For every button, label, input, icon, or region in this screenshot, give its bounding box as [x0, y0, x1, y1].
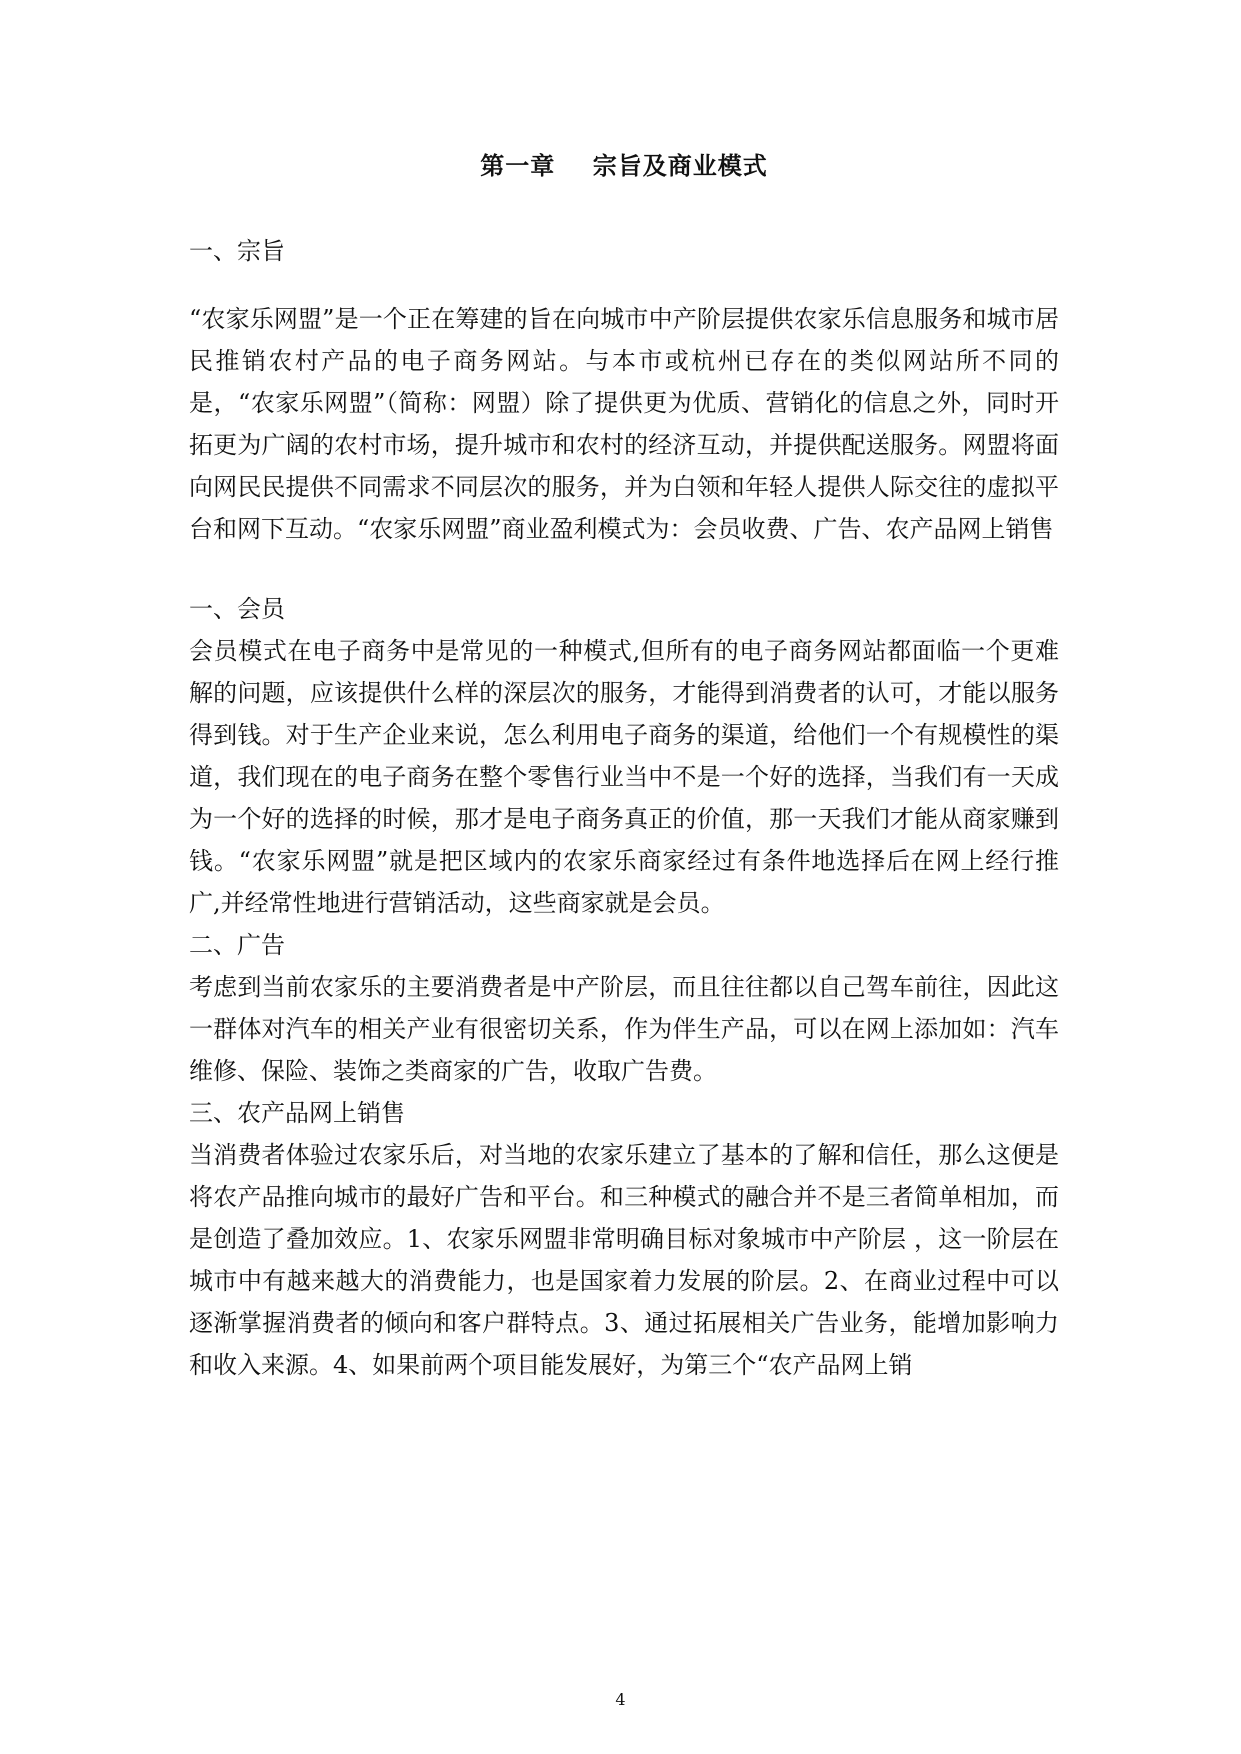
section-heading-advertising: 二、广告 — [189, 931, 285, 959]
page-number: 4 — [615, 1690, 626, 1709]
membership-paragraph: 会员模式在电子商务中是常见的一种模式,但所有的电子商务网站都面临一个更难解的问题，应该提供什么样的深层次的服务，才能得到消费者的认可，才能以服务得到钱。对于生产企业来说，怎么利用电子商务的渠道，给他们一个有规模性的渠道，我们现在的电子商务在整个零售行业当中不是一个好的选择，当我们有一天成为一个好的选择的时候，那才是电子商务真正的价值，那一天我们才能从商家赚到钱。“农家乐网盟”就是把区域内的农家乐商家经过有条件地选择后在网上经行推广,并经常性地进行营销活动，这些商家就是会员。 — [189, 637, 1059, 917]
section-heading-purpose: 一、宗旨 — [189, 237, 285, 265]
online-sales-paragraph: 当消费者体验过农家乐后，对当地的农家乐建立了基本的了解和信任，那么这便是将农产品推向城市的最好广告和平台。和三种模式的融合并不是三者简单相加，而是创造了叠加效应。1、农家乐网盟非常明确目标对象城市中产阶层 ，这一阶层在城市中有越来越大的消费能力，也是国家着力发展的阶层。2、在商业过程中可以逐渐掌握消费者的倾向和客户群特点。3、通过拓展相关广告业务，能增加影响力和收入来源。4、如果前两个项目能发展好，为第三个“农产品网上销 — [189, 1141, 1059, 1379]
chapter-title: 第一章 宗旨及商业模式 — [480, 151, 768, 180]
document-body — [189, 150, 1059, 1386]
advertising-paragraph: 考虑到当前农家乐的主要消费者是中产阶层，而且往往都以自己驾车前往，因此这一群体对汽车的相关产业有很密切关系，作为伴生产品，可以在网上添加如：汽车维修、保险、装饰之类商家的广告，收取广告费。 — [189, 973, 1059, 1085]
section-heading-membership: 一、会员 — [189, 595, 285, 623]
section-heading-online-sales: 三、农产品网上销售 — [189, 1099, 405, 1127]
intro-paragraph: “农家乐网盟”是一个正在筹建的旨在向城市中产阶层提供农家乐信息服务和城市居民推销农村产品的电子商务网站。与本市或杭州已存在的类似网站所不同的是，“农家乐网盟”（简称：网盟）除了提供更为优质、营销化的信息之外，同时开拓更为广阔的农村市场，提升城市和农村的经济互动，并提供配送服务。网盟将面向网民民提供不同需求不同层次的服务，并为白领和年轻人提供人际交往的虚拟平台和网下互动。“农家乐网盟”商业盈利模式为：会员收费、广告、农产品网上销售 — [189, 305, 1059, 543]
